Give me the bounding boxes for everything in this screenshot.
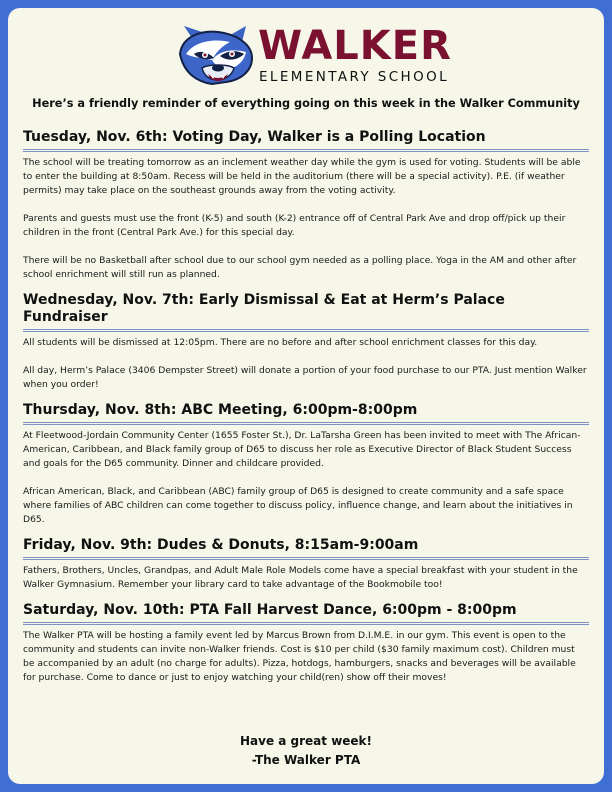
paragraph: The school will be treating tomorrow as an inclement weather day while the gym is used for voting. Students will be able to enter the building at 8:50am. Recess will be held in the auditorium (there will be a special activity). P.E. (if weather permits) may take place on the southeast grounds away from the voting activity.: [23, 157, 581, 196]
closing-line: Have a great week!: [239, 734, 373, 748]
badger-mascot-icon: [172, 24, 258, 88]
closing-signoff: [8, 732, 604, 770]
sections-container: [23, 129, 589, 695]
signature-line: -The Walker PTA: [251, 753, 361, 767]
paragraph: African American, Black, and Caribbean (ABC) family group of D65 is designed to create community and a safe space where families of ABC children can come together to discuss policy, influence change, and learn about the initiatives in D65.: [23, 486, 573, 525]
paragraph: Fathers, Brothers, Uncles, Grandpas, and Adult Male Role Models come have a special breakfast with your student in the Walker Gymnasium. Remember your library card to take advantage of the Bookmobile too!: [23, 565, 578, 590]
brand-name: WALKER: [258, 23, 452, 69]
section-title: Tuesday, Nov. 6th: Voting Day, Walker is a Polling Location: [23, 129, 589, 152]
newsletter-page: [8, 8, 604, 784]
section-title: Thursday, Nov. 8th: ABC Meeting, 6:00pm-8:00pm: [23, 402, 589, 425]
section-thursday: [23, 402, 589, 527]
paragraph: At Fleetwood-Jordain Community Center (1655 Foster St.), Dr. LaTarsha Green has been invited to meet with The African-American, Caribbean, and Black family group of D65 to discuss her role as Executive Director of Black Student Success and goals for the D65 community. Dinner and childcare provided.: [23, 430, 581, 469]
paragraph: All day, Herm’s Palace (3406 Dempster Street) will donate a portion of your food purchase to our PTA. Just mention Walker when you order!: [23, 365, 587, 390]
school-header: [8, 18, 604, 92]
section-friday: [23, 537, 589, 592]
section-title: Saturday, Nov. 10th: PTA Fall Harvest Dance, 6:00pm - 8:00pm: [23, 602, 589, 625]
paragraph: Parents and guests must use the front (K-5) and south (K-2) entrance off of Central Park Ave and drop off/pick up their children in the front (Central Park Ave.) for this special day.: [23, 213, 566, 238]
section-body: [23, 429, 589, 527]
section-title: Wednesday, Nov. 7th: Early Dismissal & Eat at Herm’s Palace Fundraiser: [23, 292, 589, 332]
section-body: [23, 156, 589, 282]
section-title: Friday, Nov. 9th: Dudes & Donuts, 8:15am-9:00am: [23, 537, 589, 560]
intro-text: Here’s a friendly reminder of everything going on this week in the Walker Community: [32, 97, 580, 110]
brand-subtitle: ELEMENTARY SCHOOL: [259, 69, 450, 85]
section-body: [23, 629, 589, 685]
paragraph: The Walker PTA will be hosting a family event led by Marcus Brown from D.I.M.E. in our gym. This event is open to the community and students can invite non-Walker friends. Cost is $10 per child ($30 family maximum cost). Children must be accompanied by an adult (no charge for adults). Pizza, hotdogs, hamburgers, snacks and beverages will be available for purchase. Come to dance or just to enjoy watching your child(ren) show off their moves!: [23, 630, 576, 683]
section-wednesday: [23, 292, 589, 392]
paragraph: All students will be dismissed at 12:05pm. There are no before and after school enrichment classes for this day.: [23, 337, 538, 348]
section-tuesday: [23, 129, 589, 282]
section-body: [23, 564, 589, 592]
paragraph: There will be no Basketball after school due to our school gym needed as a polling place. Yoga in the AM and other after school enrichment will still run as planned.: [23, 255, 577, 280]
section-saturday: [23, 602, 589, 685]
section-body: [23, 336, 589, 392]
